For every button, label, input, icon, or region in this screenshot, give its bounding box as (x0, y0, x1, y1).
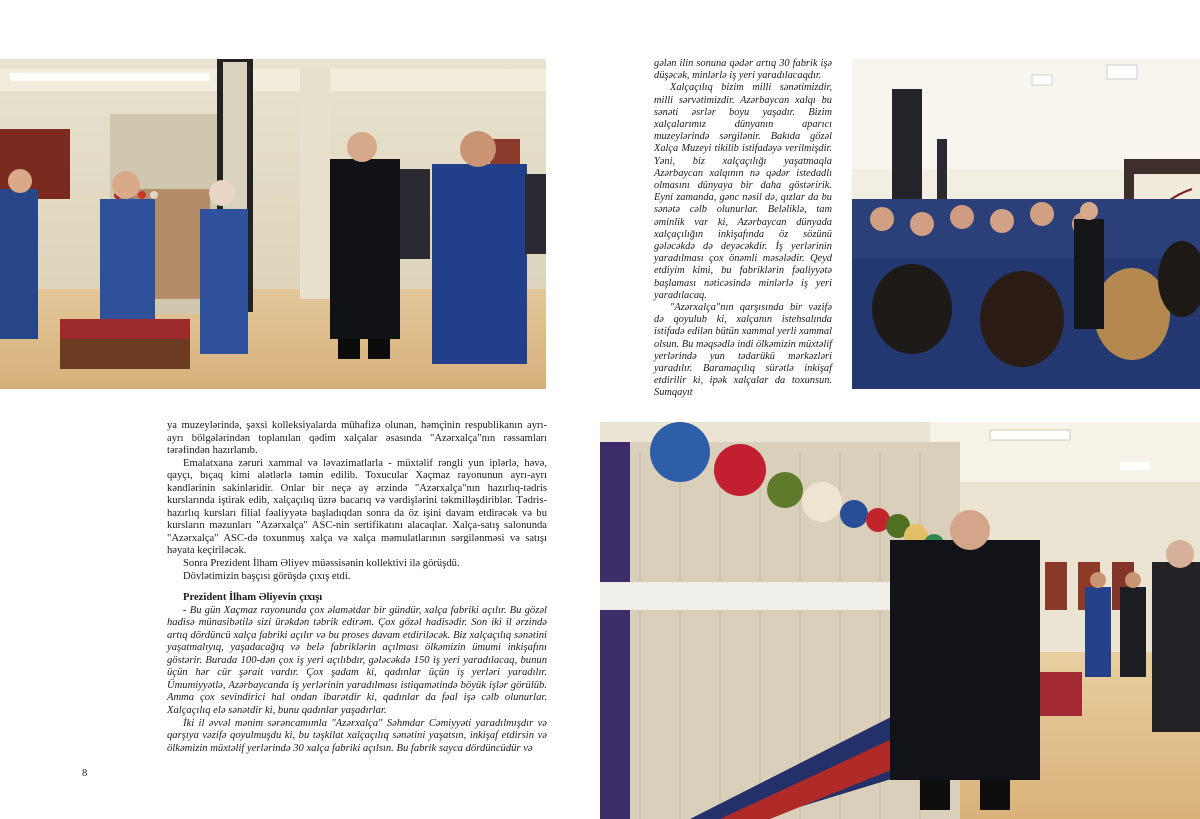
left-paragraph: Emalatxana zəruri xammal və ləvazimatlarla - müxtəlif rəngli yun iplərlə, həvə, qayçı, bıçaq kimi alətlərlə təmin edilib. Toxucular Xaçmaz rayonunun ayrı-ayrı kəndlərinin sakinləridir. Onlar bir neçə ay ərzində "Azərxalça"nın hazırlıq-tədris kurslarında iştirak edib, xalçaçılıq üzrə bacarıq və vərdişlərini təkmilləşdiriblər. Tədris-hazırlıq kursları filial fəaliyyətə başladıqdan sonra da öz işini davam etdirəcək və bu kursların məzunları "Azərxalça" ASC-nin sertifikatını alacaqlar. Xalça-satış salonunda "Azərxalça" ASC-də toxunmuş xalça və xalça məmulatlarının sərgilənməsi və satışı həyata keçiriləcək. (167, 457, 547, 557)
photo-workshop-greeting (0, 59, 546, 389)
speech-paragraph: - Bu gün Xaçmaz rayonunda çox əlamətdar bir gündür, xalça fabriki açılır. Bu gözəl hadisə münasibətilə sizi ürəkdən təbrik edirəm. Çox gözəl hadisədir. Son iki il ərzində artıq dördüncü xalça fabriki açılır və bu proses davam etdiriləcək. Biz xalçaçılıq sənətini yaşatmalıyıq, yaşadacağıq və belə fabriklərin açılması ölkəmizin ümumi inkişafını göstərir. Burada 100-dən çox iş yeri açılıbdır, gələcəkdə 150 iş yeri yaradılacaq, bunun üçün hər cür şərait vardır. Çox şadam ki, qadınlar üçün iş yerləri yaradılır. Ümumiyyətlə, Azərbaycanda iş yerlərinin yaradılması istiqamətində böyük işlər görülüb. Amma çox sevindirici hal ondan ibarətdir ki, qadınlar da fəal işə cəlb olunurlar. Xalçaçılıq elə sənətdir ki, bunu qadınlar yaşadırlar. (167, 604, 547, 717)
photo-loom-president (600, 422, 1200, 819)
right-column-text (654, 58, 832, 400)
left-paragraph: Dövlətimizin başçısı görüşdə çıxış etdi. (183, 570, 351, 582)
photo-meeting-hall (852, 59, 1200, 389)
speech-paragraph: İki il əvvəl mənim sərəncamımla "Azərxalça" Səhmdar Cəmiyyəti yaradılmışdır və qarşıya vəzifə qoyulmuşdu ki, bu təşkilat xalçaçılıq sənətini yaşatsın, inkişaf etdirsin və ölkəmizin müxtəlif yerlərində 30 xalça fabriki açılsın. Bu fabrik sayca dördüncüdür və (167, 717, 547, 754)
right-paragraph: gələn ilin sonuna qədər artıq 30 fabrik işə düşəcək, minlərlə iş yeri yaradılacaqdır. (654, 58, 832, 82)
section-heading: Prezident İlham Əliyevin çıxışı (183, 592, 323, 604)
left-column-text (167, 420, 547, 755)
left-paragraph: Sonra Prezident İlham Əliyev müəssisənin kollektivi ilə görüşdü. (183, 558, 460, 570)
right-paragraph: "Azərxalça"nın qarşısında bir vəzifə də qoyulub ki, xalçanın istehsalında istifadə edilən bütün xammal yerli xammal olsun. Bu məqsədlə indi ölkəmizin müxtəlif yerlərində yun tədarükü mərkəzləri yaradılır. Baramaçılıq sürətlə inkişaf etdirilir ki, ipək xalçalar da toxunsun. Sumqayıt (654, 302, 832, 399)
left-paragraph: ya muzeylərində, şəxsi kolleksiyalarda mühafizə olunan, həmçinin respublikanın ayrı-ayrı bölgələrindən toplanılan qədim xalçalar əsasında "Azərxalça"nın rəssamları tərəfindən hazırlanıb. (167, 420, 547, 457)
page-number: 8 (82, 768, 88, 779)
right-paragraph: Xalçaçılıq bizim milli sənətimizdir, milli sərvətimizdir. Azərbaycan xalqı bu sənəti əsrlər boyu yaşadır. Bizim xalçalarımız dünyanın aparıcı muzeylərində sərgilənir. Bakıda gözəl Xalça Muzeyi tikilib istifadəyə verilmişdir. Yəni, biz xalçaçılığı yaşatmaqla Azərbaycan xalqının nə qədər istedadlı olmasını dünyaya bir daha göstəririk. Eyni zamanda, gənc nəsil də, qızlar da bu sənətə cəlb olunurlar. Beləliklə, tam əminlik var ki, Azərbaycan dünyada xalçaçılığın inkişafında öz sözünü gələcəkdə də deyəcəkdir. İş yerlərinin yaradılması çox önəmli məsələdir. Qeyd etdiyim kimi, bu fabriklərin fəaliyyətə başlaması nəticəsində minlərlə iş yeri yaradılacaq. (654, 82, 832, 301)
